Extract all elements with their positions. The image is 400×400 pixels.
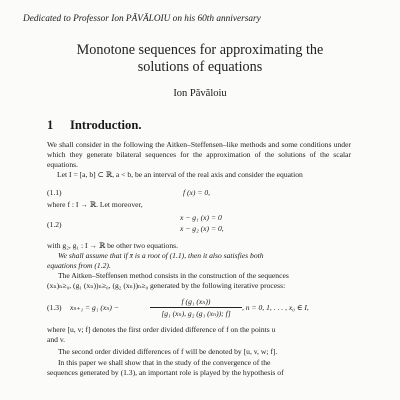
with-line: with g₂, g₁ : I → ℝ be other two equations. [47,241,178,250]
paper-title [0,42,400,76]
equation-1-3-denominator: [g₁ (xₙ), g₂ (g₁ (xₙ)); f] [161,309,231,318]
eq-label-1-1: (1.1) [47,188,62,197]
author: Ion Păvăloiu [173,88,227,99]
title-line-1: Monotone sequences for approximating the [76,42,324,58]
assumption-line-1: We shall assume that if x̄ is a root of (1.1), then it also satisfies both [58,251,264,260]
paragraph-1: We shall consider in the following the Aitken–Steffensen–like methods and some conditions under which they generate bilateral sequences for the approximation of the solutions of the scalar equations. [47,140,351,170]
equation-1-3-lhs: xₙ₊₁ = g₁ (xₙ) − [70,303,119,312]
section-heading [47,118,142,133]
equation-1-1: f (x) = 0, [183,188,211,197]
fraction-bar [150,307,242,308]
second-order-line: The second order divided differences of f will be denoted by [u, v, w; f]. [58,347,278,356]
dedication: Dedicated to Professor Ion PĂVĂLOIU on his 60th anniversary [23,14,261,24]
method-line-2: (xₙ)ₙ≥₀, (g₁ (xₙ))ₙ≥₀, (g₂ (xₙ))ₙ≥₀ generated by the following iterative process: [47,281,286,290]
equation-1-2-line-1: x − g₁ (x) = 0 [180,213,222,222]
where-line-1: where f : I → ℝ. Let moreover, [47,200,143,209]
title-line-2: solutions of equations [137,59,263,75]
eq-label-1-2: (1.2) [47,220,62,229]
equation-1-3-rhs: , n = 0, 1, . . . , x₀ ∈ I, [242,303,309,312]
equation-1-2-line-2: x − g₂ (x) = 0, [180,224,224,233]
section-title: Introduction. [70,118,142,132]
assumption-line-2: equations from (1.2). [47,261,111,270]
eq-label-1-3: (1.3) [47,303,62,312]
last-line-1: In this paper we shall show that in the study of the convergence of the [58,358,271,367]
paragraph-2: Let I = [a, b] ⊂ ℝ, a < b, be an interval of the real axis and consider the equation [57,170,303,179]
equation-1-3-numerator: f (g₁ (xₙ)) [181,297,211,306]
where-line-2: where [u, v; f] denotes the first order divided difference of f on the points u [47,325,276,334]
where-line-2b: and v. [47,335,66,344]
method-line-1: The Aitken–Steffensen method consists in the construction of the sequences [58,271,289,280]
section-number: 1 [47,118,54,132]
last-line-2: sequences generated by (1.3), an important role is played by the hypothesis of [47,368,284,377]
